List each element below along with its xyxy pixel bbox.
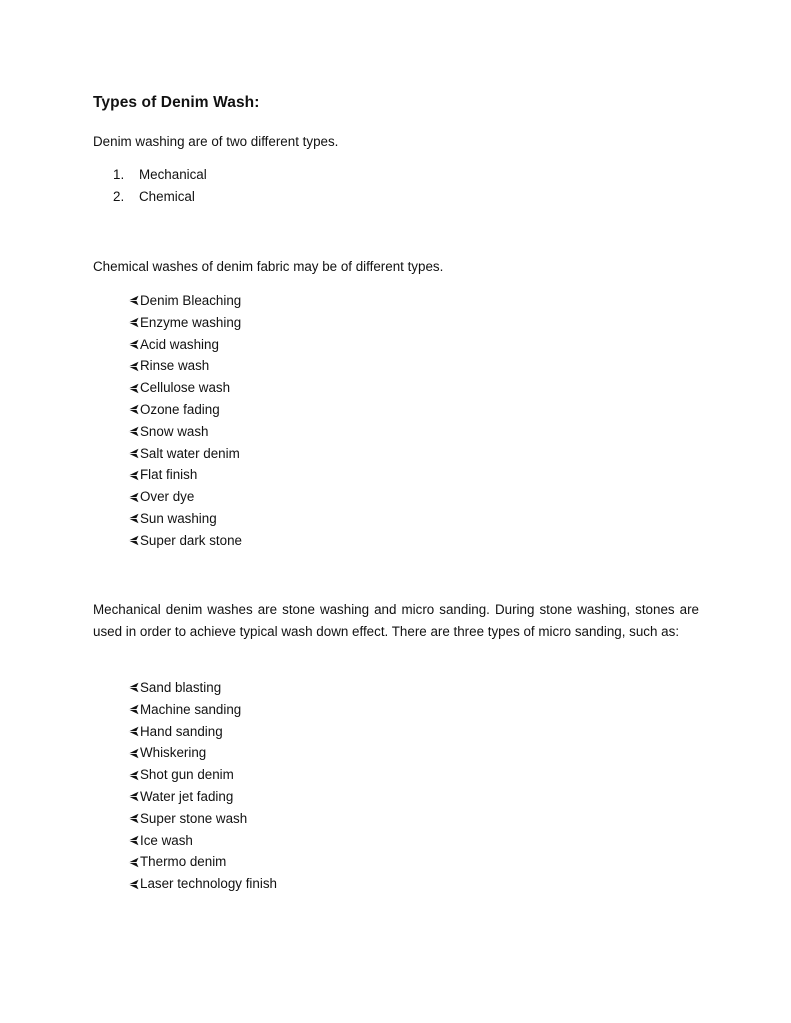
- list-item: [128, 764, 277, 786]
- list-item-label: Denim Bleaching: [140, 293, 242, 308]
- list-item-label: Whiskering: [140, 745, 207, 761]
- list-item-label: Machine sanding: [140, 701, 242, 717]
- list-item-label: Hand sanding: [140, 723, 223, 739]
- arrowhead-left-icon: [128, 295, 139, 306]
- list-item-label: Mechanical: [139, 167, 207, 182]
- arrowhead-left-icon: [128, 704, 139, 715]
- list-item-label: Super dark stone: [140, 532, 242, 548]
- list-item-label: Salt water denim: [140, 445, 240, 461]
- list-item: [128, 530, 242, 552]
- list-item-label: Enzyme washing: [140, 314, 242, 330]
- list-item: [128, 830, 277, 852]
- list-item-label: Over dye: [140, 489, 195, 505]
- list-item: [128, 851, 277, 873]
- list-item: [128, 355, 242, 377]
- list-item: [128, 786, 277, 808]
- arrowhead-left-icon: [128, 879, 139, 890]
- chemical-intro-paragraph: Chemical washes of denim fabric may be of different types.: [93, 259, 444, 274]
- mechanical-washes-list: [128, 677, 277, 895]
- list-item: [128, 290, 242, 312]
- arrowhead-left-icon: [128, 682, 139, 693]
- list-number: 2.: [113, 189, 125, 204]
- arrowhead-left-icon: [128, 448, 139, 459]
- mechanical-intro-paragraph: Mechanical denim washes are stone washing and micro sanding. During stone washing, stones are used in order to achieve typical wash down effect. There are three types of micro sanding, such as:: [93, 602, 699, 639]
- list-item: [128, 334, 242, 356]
- arrowhead-left-icon: [128, 748, 139, 759]
- list-item: [128, 508, 242, 530]
- list-item: [113, 164, 207, 186]
- list-item-label: Acid washing: [140, 336, 219, 352]
- arrowhead-left-icon: [128, 535, 139, 546]
- list-item-label: Sand blasting: [140, 680, 222, 695]
- list-item-label: Sun washing: [140, 510, 217, 526]
- arrowhead-left-icon: [128, 470, 139, 481]
- list-item-label: Super stone wash: [140, 810, 248, 826]
- list-item: [128, 677, 277, 699]
- list-item-label: Snow wash: [140, 423, 209, 439]
- list-item: [128, 808, 277, 830]
- list-number: 1.: [113, 167, 125, 182]
- list-item: [128, 399, 242, 421]
- list-item: [128, 377, 242, 399]
- list-item-label: Shot gun denim: [140, 767, 234, 783]
- arrowhead-left-icon: [128, 791, 139, 802]
- arrowhead-left-icon: [128, 835, 139, 846]
- arrowhead-left-icon: [128, 813, 139, 824]
- page-title: Types of Denim Wash:: [93, 94, 260, 111]
- intro-paragraph: Denim washing are of two different types.: [93, 134, 339, 149]
- list-item: [128, 464, 242, 486]
- list-item: [128, 742, 277, 764]
- arrowhead-left-icon: [128, 361, 139, 372]
- list-item-label: Rinse wash: [140, 358, 210, 374]
- arrowhead-left-icon: [128, 726, 139, 737]
- arrowhead-left-icon: [128, 492, 139, 503]
- arrowhead-left-icon: [128, 404, 139, 415]
- arrowhead-left-icon: [128, 339, 139, 350]
- arrowhead-left-icon: [128, 770, 139, 781]
- list-item-label: Water jet fading: [140, 788, 234, 804]
- chemical-washes-list: [128, 290, 242, 552]
- list-item-label: Cellulose wash: [140, 380, 231, 396]
- list-item-label: Laser technology finish: [140, 876, 277, 892]
- arrowhead-left-icon: [128, 426, 139, 437]
- list-item-label: Ice wash: [140, 832, 193, 848]
- list-item: [113, 186, 207, 208]
- list-item-label: Ozone fading: [140, 401, 220, 417]
- list-item: [128, 421, 242, 443]
- arrowhead-left-icon: [128, 317, 139, 328]
- arrowhead-left-icon: [128, 513, 139, 524]
- arrowhead-left-icon: [128, 383, 139, 394]
- list-item: [128, 312, 242, 334]
- list-item-label: Flat finish: [140, 467, 198, 483]
- list-item: [128, 486, 242, 508]
- arrowhead-left-icon: [128, 857, 139, 868]
- wash-types-list: [113, 164, 207, 208]
- list-item: [128, 873, 277, 895]
- list-item: [128, 699, 277, 721]
- list-item-label: Thermo denim: [140, 854, 227, 870]
- list-item: [128, 443, 242, 465]
- list-item-label: Chemical: [139, 189, 195, 204]
- list-item: [128, 721, 277, 743]
